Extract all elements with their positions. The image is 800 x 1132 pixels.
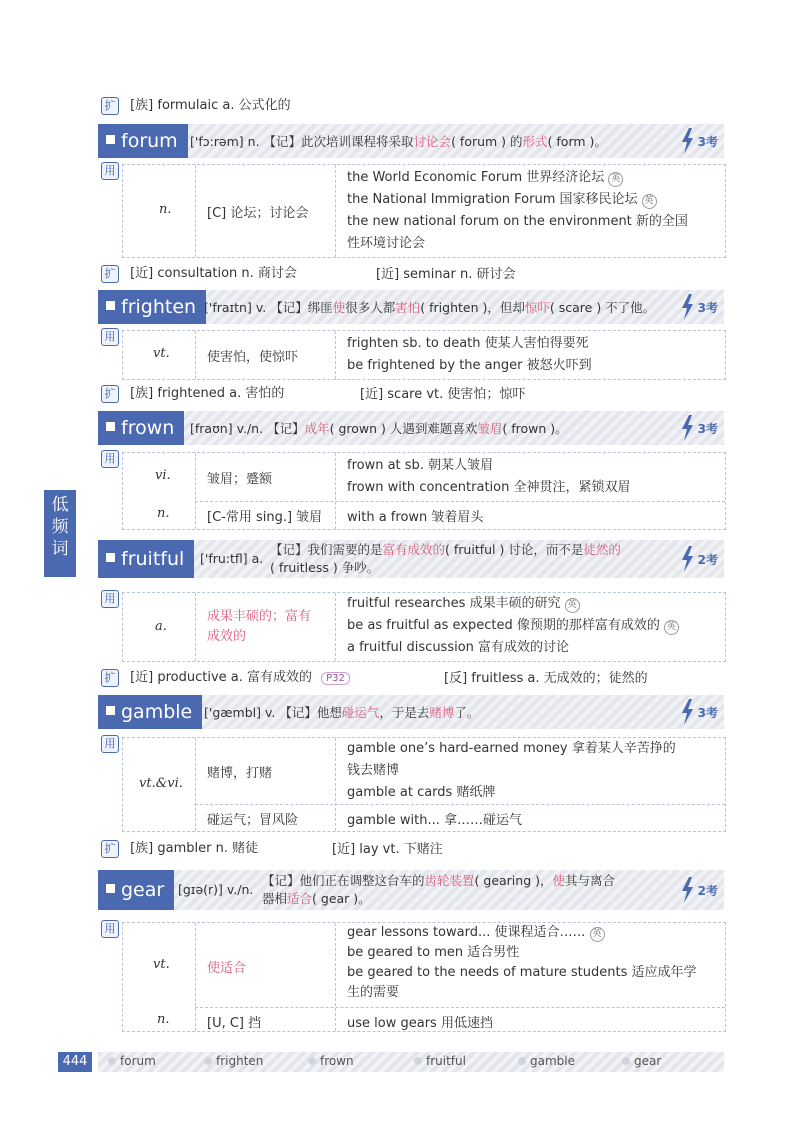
entry-header-forum <box>98 124 724 158</box>
part-of-speech: vt.&vi. <box>139 776 183 791</box>
lightning-icon <box>680 128 694 154</box>
meaning: 使害怕，使惊吓 <box>207 350 299 365</box>
example-list: the World Economic Forum 世界经济论坛 英 the National Immigration Forum 国家移民论坛 英 the new national forum on the environment 新的全国 性环境讨论会 <box>347 170 688 251</box>
part-of-speech: a. <box>155 619 167 634</box>
meaning: 赌博，打赌 <box>207 766 273 781</box>
phonetic: [gɪə(r)] v./n. <box>178 882 254 897</box>
usage-tag: 用 <box>101 328 119 346</box>
meaning: [C-常用 sing.] 皱眉 <box>207 510 323 525</box>
mnemonic: ['gæmbl] v. 【记】他想碰运气，于是去赌博了。 <box>204 705 480 720</box>
lightning-icon <box>680 699 694 725</box>
mnemonic: 【记】我们需要的是富有成效的( fruitful ) 讨论，而不是徒然的 ( fruitless ) 争吵。 <box>270 542 621 575</box>
usage-table-forum <box>122 164 726 258</box>
ext-line-fruitful-2: [反] fruitless a. 无成效的；徒然的 <box>444 671 648 686</box>
part-of-speech: vt. <box>153 346 170 361</box>
meaning: 使适合 <box>207 961 247 976</box>
side-tab <box>44 490 76 577</box>
ext-line-gamble: 扩 [族] gambler n. 赌徒 <box>101 837 258 858</box>
example: with a frown 皱着眉头 <box>347 510 484 525</box>
ext-line-forum: 扩 [近] consultation n. 商讨会 <box>101 262 297 283</box>
exam-count: 3考 <box>697 301 718 315</box>
meaning: 成果丰硕的；富有 成效的 <box>207 609 312 644</box>
ext-line-forum-2: [近] seminar n. 研讨会 <box>376 267 516 282</box>
lightning-icon <box>680 546 694 572</box>
entry-header-frighten <box>98 290 724 324</box>
mnemonic: [fraʊn] v./n. 【记】成年( grown ) 人遇到难题喜欢皱眉( frown )。 <box>190 421 568 436</box>
example-list: gamble one’s hard-earned money 拿着某人辛苦挣的 钱去赌博 gamble at cards 赌纸牌 <box>347 741 676 800</box>
footer-word: forum <box>120 1054 156 1068</box>
page-ref-link[interactable]: P32 <box>321 672 350 685</box>
meaning: 碰运气；冒风险 <box>207 813 299 828</box>
example: gamble with... 拿……碰运气 <box>347 813 522 828</box>
part-of-speech: n. <box>159 202 172 217</box>
part-of-speech: vi. <box>155 468 171 483</box>
footer-word: gamble <box>530 1054 575 1068</box>
page-number: 444 <box>58 1052 92 1072</box>
entry-header-gear <box>98 870 724 910</box>
example: use low gears 用低速挡 <box>347 1016 493 1031</box>
top-ext-line <box>101 94 291 115</box>
usage-tag: 用 <box>101 162 119 180</box>
usage-table-frown <box>122 452 726 530</box>
exam-count: 2考 <box>697 553 718 567</box>
footer-word: frighten <box>216 1054 264 1068</box>
phonetic: ['fru:tfl] a. <box>200 551 264 566</box>
side-tab-char: 频 <box>51 517 69 537</box>
side-tab-char: 低 <box>51 495 69 515</box>
meaning: [U, C] 挡 <box>207 1016 262 1031</box>
ext-tag: 扩 <box>101 97 119 115</box>
example-list: frighten sb. to death 使某人害怕得要死 be frightened by the anger 被怒火吓到 <box>347 336 592 373</box>
ext-line-frighten: 扩 [族] frightened a. 害怕的 <box>101 382 284 403</box>
entry-header-gamble <box>98 695 724 729</box>
ext-line-frighten-2: [近] scare vt. 使害怕；惊吓 <box>360 387 526 402</box>
lightning-icon <box>680 294 694 320</box>
usage-table-gamble <box>122 737 726 832</box>
footer-word: fruitful <box>426 1054 466 1068</box>
headword: frighten <box>98 290 206 324</box>
headword: gear <box>98 870 174 910</box>
headword: gamble <box>98 695 202 729</box>
side-tab-char: 词 <box>51 539 69 559</box>
part-of-speech: vt. <box>153 957 170 972</box>
entry-header-frown <box>98 411 724 445</box>
exam-count: 3考 <box>697 422 718 436</box>
usage-tag: 用 <box>101 450 119 468</box>
usage-table-fruitful <box>122 592 726 662</box>
exam-count: 3考 <box>697 135 718 149</box>
entry-header-fruitful <box>98 540 724 578</box>
ext-text: [族] formulaic a. 公式化的 <box>130 98 291 113</box>
usage-tag: 用 <box>101 920 119 938</box>
footer-word: gear <box>634 1054 662 1068</box>
meaning: 皱眉；蹙额 <box>207 472 273 487</box>
lightning-icon <box>680 877 694 903</box>
part-of-speech: n. <box>157 1012 170 1027</box>
exam-count: 2考 <box>697 884 718 898</box>
example-list: frown at sb. 朝某人皱眉 frown with concentration 全神贯注，紧锁双眉 <box>347 458 631 495</box>
mnemonic: 【记】他们正在调整这台车的齿轮装置( gearing )，使其与离合 器相适合( gear )。 <box>262 873 616 906</box>
footer-word-index <box>98 1052 724 1072</box>
meaning: [C] 论坛；讨论会 <box>207 206 309 221</box>
lightning-icon <box>680 415 694 441</box>
ext-line-gamble-2: [近] lay vt. 下赌注 <box>332 842 443 857</box>
example-list: gear lessons toward... 使课程适合…… 英 be geared to men 适合男性 be geared to the needs of mature students 适应成年学 生的需要 <box>347 925 697 1000</box>
exam-count: 3考 <box>697 706 718 720</box>
usage-table-gear <box>122 922 726 1032</box>
headword: frown <box>98 411 184 445</box>
example-list: fruitful researches 成果丰硕的研究 英 be as fruitful as expected 像预期的那样富有成效的 英 a fruitful discussion 富有成效的讨论 <box>347 593 679 659</box>
headword: forum <box>98 124 188 158</box>
mnemonic: ['fraɪtn] v. 【记】绑匪使很多人都害怕( frighten )，但却惊吓( scare ) 不了他。 <box>204 300 656 315</box>
part-of-speech: n. <box>157 506 170 521</box>
footer-word: frown <box>320 1054 354 1068</box>
usage-table-frighten <box>122 330 726 380</box>
mnemonic: ['fɔ:rəm] n. 【记】此次培训课程将采取讨论会( forum ) 的形式( form )。 <box>190 134 607 149</box>
usage-tag: 用 <box>101 735 119 753</box>
ext-line-fruitful: 扩 [近] productive a. 富有成效的 P32 <box>101 666 350 687</box>
headword: fruitful <box>98 540 194 578</box>
usage-tag: 用 <box>101 590 119 608</box>
